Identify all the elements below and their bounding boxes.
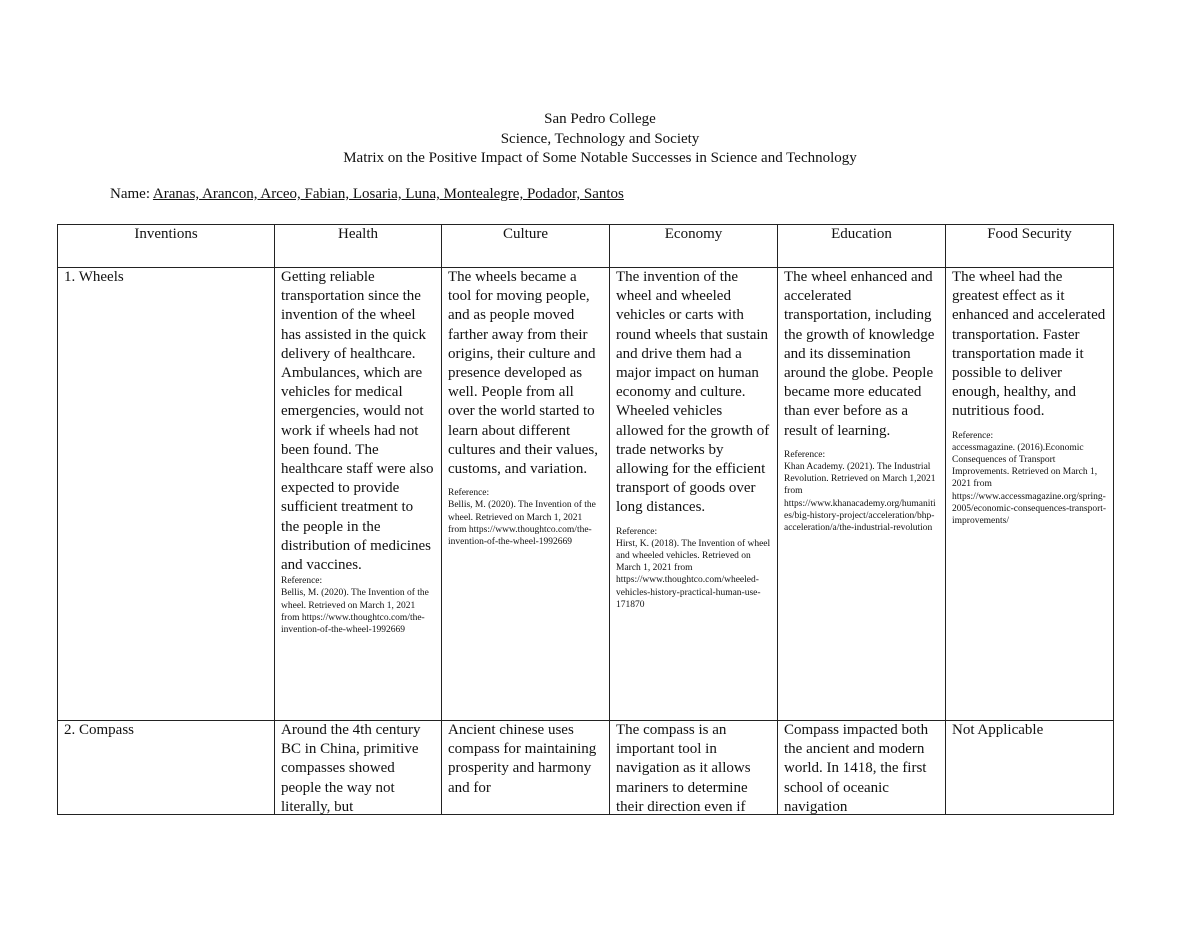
column-header-inventions: Inventions: [58, 225, 275, 268]
group-members: Aranas, Arancon, Arceo, Fabian, Losaria, Luna, Montealegre, Podador, Santos: [152, 186, 624, 202]
reference-label: Reference:: [784, 449, 826, 460]
health-text: Getting reliable transportation since the invention of the wheel has assisted in the quick delivery of healthcare. Ambulances, which are vehicles for medical emergencies, would not work if wheels had not been found. The healthcare staff were also expected to provide sufficient treatment to the people in the distribution of medicines and vaccines.: [281, 269, 434, 574]
document-header: [0, 110, 1200, 169]
reference-citation: Hirst, K. (2018). The Invention of wheel and wheeled vehicles. Retrieved on March 1, 2021 from https://www.thoughtco.com/wheeled-vehicles-history-practical-human-use-171870: [616, 538, 771, 610]
culture-text: The wheels became a tool for moving people, and as people moved farther away from their origins, their culture and presence developed as well. People from all over the world started to learn about different cultures and their values, customs, and variation.: [448, 269, 598, 478]
table-row: [58, 721, 1114, 815]
reference-citation: Bellis, M. (2020). The Invention of the wheel. Retrieved on March 1, 2021 from https://www.thoughtco.com/the-invention-of-the-wheel-1992669: [448, 500, 596, 548]
impact-matrix-table: [57, 224, 1114, 815]
economy-text: The compass is an important tool in navigation as it allows mariners to determine their direction even if: [616, 722, 751, 814]
food-security-cell: [946, 721, 1114, 815]
reference-citation: Bellis, M. (2020). The Invention of the wheel. Retrieved on March 1, 2021 from https://www.thoughtco.com/the-invention-of-the-wheel-1992669: [281, 588, 429, 636]
column-header-education: Education: [778, 225, 946, 268]
invention-name: 1. Wheels: [64, 269, 124, 285]
health-text: Around the 4th century BC in China, primitive compasses showed people the way not literally, but: [281, 722, 421, 814]
culture-text: Ancient chinese uses compass for maintaining prosperity and harmony and for: [448, 722, 597, 796]
food-security-reference: [952, 430, 1107, 528]
college-name: San Pedro College: [544, 111, 656, 127]
culture-reference: [448, 487, 603, 548]
health-cell: [275, 268, 442, 721]
course-title: Science, Technology and Society: [500, 130, 700, 147]
name-line: [110, 186, 624, 203]
document-title: Matrix on the Positive Impact of Some Notable Successes in Science and Technology: [343, 150, 857, 166]
reference-citation: Khan Academy. (2021). The Industrial Revolution. Retrieved on March 1,2021 from https://www.khanacademy.org/humanities/big-history-project/acceleration/bhp-acceleration/a/the-industrial-revolution: [784, 462, 936, 534]
food-security-cell: [946, 268, 1114, 721]
reference-label: Reference:: [448, 488, 490, 499]
health-cell: [275, 721, 442, 815]
column-header-food-security: Food Security: [946, 225, 1114, 268]
reference-label: Reference:: [616, 526, 658, 537]
education-reference: [784, 449, 939, 534]
reference-label: Reference:: [281, 576, 323, 587]
health-reference: [281, 575, 435, 636]
invention-cell: [58, 721, 275, 815]
food-security-text: Not Applicable: [952, 722, 1044, 738]
education-cell: [778, 268, 946, 721]
column-header-health: Health: [275, 225, 442, 268]
name-label: Name:: [110, 186, 150, 202]
economy-reference: [616, 526, 771, 611]
culture-cell: [442, 268, 610, 721]
education-cell: [778, 721, 946, 815]
economy-cell: [610, 268, 778, 721]
column-header-culture: Culture: [442, 225, 610, 268]
column-header-economy: Economy: [610, 225, 778, 268]
education-text: The wheel enhanced and accelerated transportation, including the growth of knowledge and its dissemination around the globe. People became more educated than ever before as a result of learning.: [784, 269, 935, 439]
reference-label: Reference:: [952, 430, 994, 441]
education-text: Compass impacted both the ancient and modern world. In 1418, the first school of oceanic navigation: [784, 722, 929, 814]
reference-citation: accessmagazine. (2016).Economic Consequences of Transport Improvements. Retrieved on March 1, 2021 from https://www.accessmagazine.org/spring-2005/economic-consequences-transport-improvements/: [952, 442, 1107, 527]
culture-cell: [442, 721, 610, 815]
table-header-row: [58, 225, 1114, 268]
table-row: [58, 268, 1114, 721]
food-security-text: The wheel had the greatest effect as it enhanced and accelerated transportation. Faster transportation made it possible to deliver enough, healthy, and nutritious food.: [952, 269, 1106, 420]
economy-cell: [610, 721, 778, 815]
invention-cell: [58, 268, 275, 721]
invention-name: 2. Compass: [64, 722, 135, 738]
economy-text: The invention of the wheel and wheeled vehicles or carts with round wheels that sustain and drive them had a major impact on human economy and culture. Wheeled vehicles allowed for the growth of trade networks by allowing for the efficient transport of goods over long distances.: [616, 269, 770, 516]
